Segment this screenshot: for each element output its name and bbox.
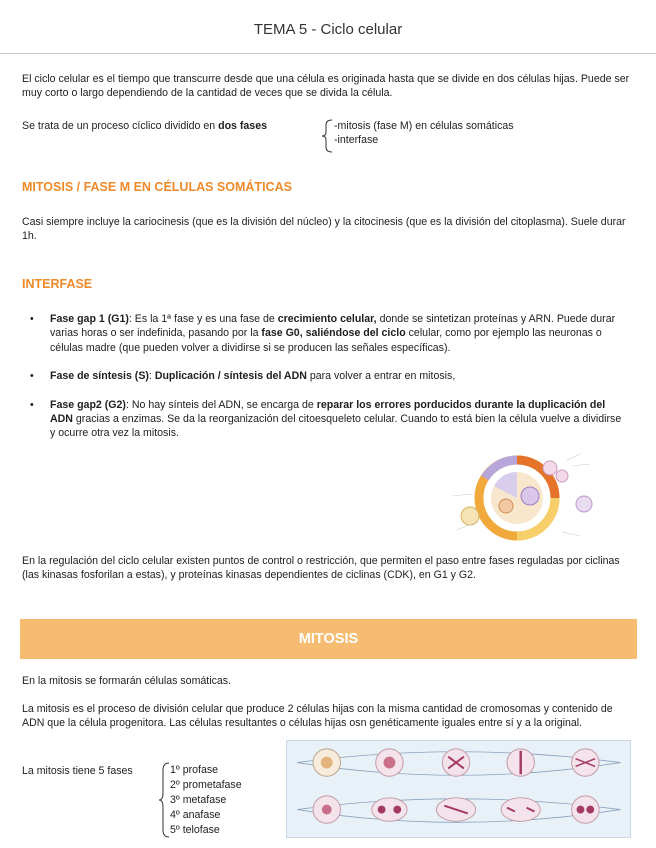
mitosis-definition-paragraph: La mitosis es el proceso de división celular que produce 2 células hijas con la misma cantidad de cromosomas y contenido de ADN que la célula progenitora. Las células resultantes o células hijas osn genéticamente iguales entre sí y a la original. [22, 703, 613, 730]
banner-title: MITOSIS [298, 631, 359, 647]
phase-item: 3º metafase [170, 794, 227, 806]
brace-icon [321, 119, 333, 153]
page-header [0, 0, 656, 54]
g2-text-1: : No hay sínteis del ADN, se encarga de [125, 398, 317, 411]
phases-bold: dos fases [218, 120, 267, 132]
g1-bold-growth: crecimiento celular, [277, 313, 377, 325]
phase-item: 4º anafase [170, 809, 221, 821]
brace-icon [158, 762, 170, 838]
mitosis-phases-label: La mitosis tiene 5 fases [22, 765, 133, 777]
phase-item: 5º telofase [170, 824, 220, 836]
phase-item: 1º profase [170, 764, 219, 776]
mitosis-section-heading: MITOSIS / FASE M EN CÉLULAS SOMÁTICAS [22, 180, 292, 194]
bullet-dot: • [30, 370, 34, 383]
phase-item: 2º prometafase [170, 779, 242, 791]
bullet-dot: • [30, 313, 34, 325]
g1-title: Fase gap 1 (G1) [50, 313, 129, 325]
g2-bold-repair: reparar los errores porducidos durante la duplicación del ADN [50, 398, 606, 426]
s-text-1: : [148, 370, 155, 383]
phases-option-mitosis: -mitosis (fase M) en células somáticas [334, 120, 514, 132]
interfase-bullet-list [30, 312, 622, 455]
page-title: TEMA 5 - Ciclo celular [253, 21, 403, 38]
bullet-dot: • [30, 398, 34, 411]
list-item-s [30, 369, 622, 383]
s-title: Fase de síntesis (S) [50, 370, 149, 383]
list-item-g2 [30, 398, 622, 441]
phases-prefix-text: Se trata de un proceso cíclico dividido en [22, 120, 219, 132]
mitosis-phase-list [170, 763, 242, 838]
interfase-section-heading: INTERFASE [22, 277, 93, 291]
phases-option-interfase: -interfase [334, 134, 379, 146]
g1-text-1: : Es la 1ª fase y es una fase de [128, 313, 278, 325]
mitosis-intro-line: En la mitosis se formarán células somáticas. [22, 675, 232, 687]
regulation-paragraph: En la regulación del ciclo celular existen puntos de control o restricción, que permiten el paso entre fases reguladas por ciclinas (las kinasas fosforilan a estas), y proteínas kinasas dependientes de ciclinas (CDK), en G1 y G2. [22, 555, 620, 582]
s-text-2: para volver a entrar en mitosis, [306, 370, 456, 383]
mitosis-phases-diagram-image [286, 740, 631, 838]
mitosis-section-paragraph: Casi siempre incluye la cariocinesis (que es la división del núcleo) y la citocinesis (que es la división del citoplasma). Suele durar 1h. [22, 216, 626, 243]
g2-text-2: gracias a enzimas. Se da la reorganización del citoesqueleto celular. Cuando to está bien la célula vuelve a dividirse y ocurre otra vez la mitosis. [50, 413, 622, 440]
cell-cycle-diagram-image [412, 446, 622, 544]
g1-text-2: donde se sintetizan proteínas y ARN. Puede durar varias horas o ser indefinida, pasando por la [50, 313, 616, 340]
mitosis-banner [20, 619, 637, 659]
g2-title: Fase gap2 (G2) [50, 398, 126, 411]
g1-bold-g0: fase G0, saliéndose del ciclo [261, 327, 406, 340]
s-bold-duplication: Duplicación / síntesis del ADN [154, 370, 307, 383]
g1-text-3: celular, como por ejemplo las neuronas o células madre (que pueden volver a dividirse si se producen las señales específicas). [50, 327, 602, 354]
phases-prefix [22, 119, 267, 133]
list-item-g1 [30, 312, 622, 355]
phases-summary [22, 119, 622, 153]
intro-paragraph: El ciclo celular es el tiempo que transcurre desde que una célula es originada hasta que se divide en dos células hijas. Puede ser muy corto o largo dependiendo de la cantidad de veces que se divida la célula. [22, 73, 630, 100]
